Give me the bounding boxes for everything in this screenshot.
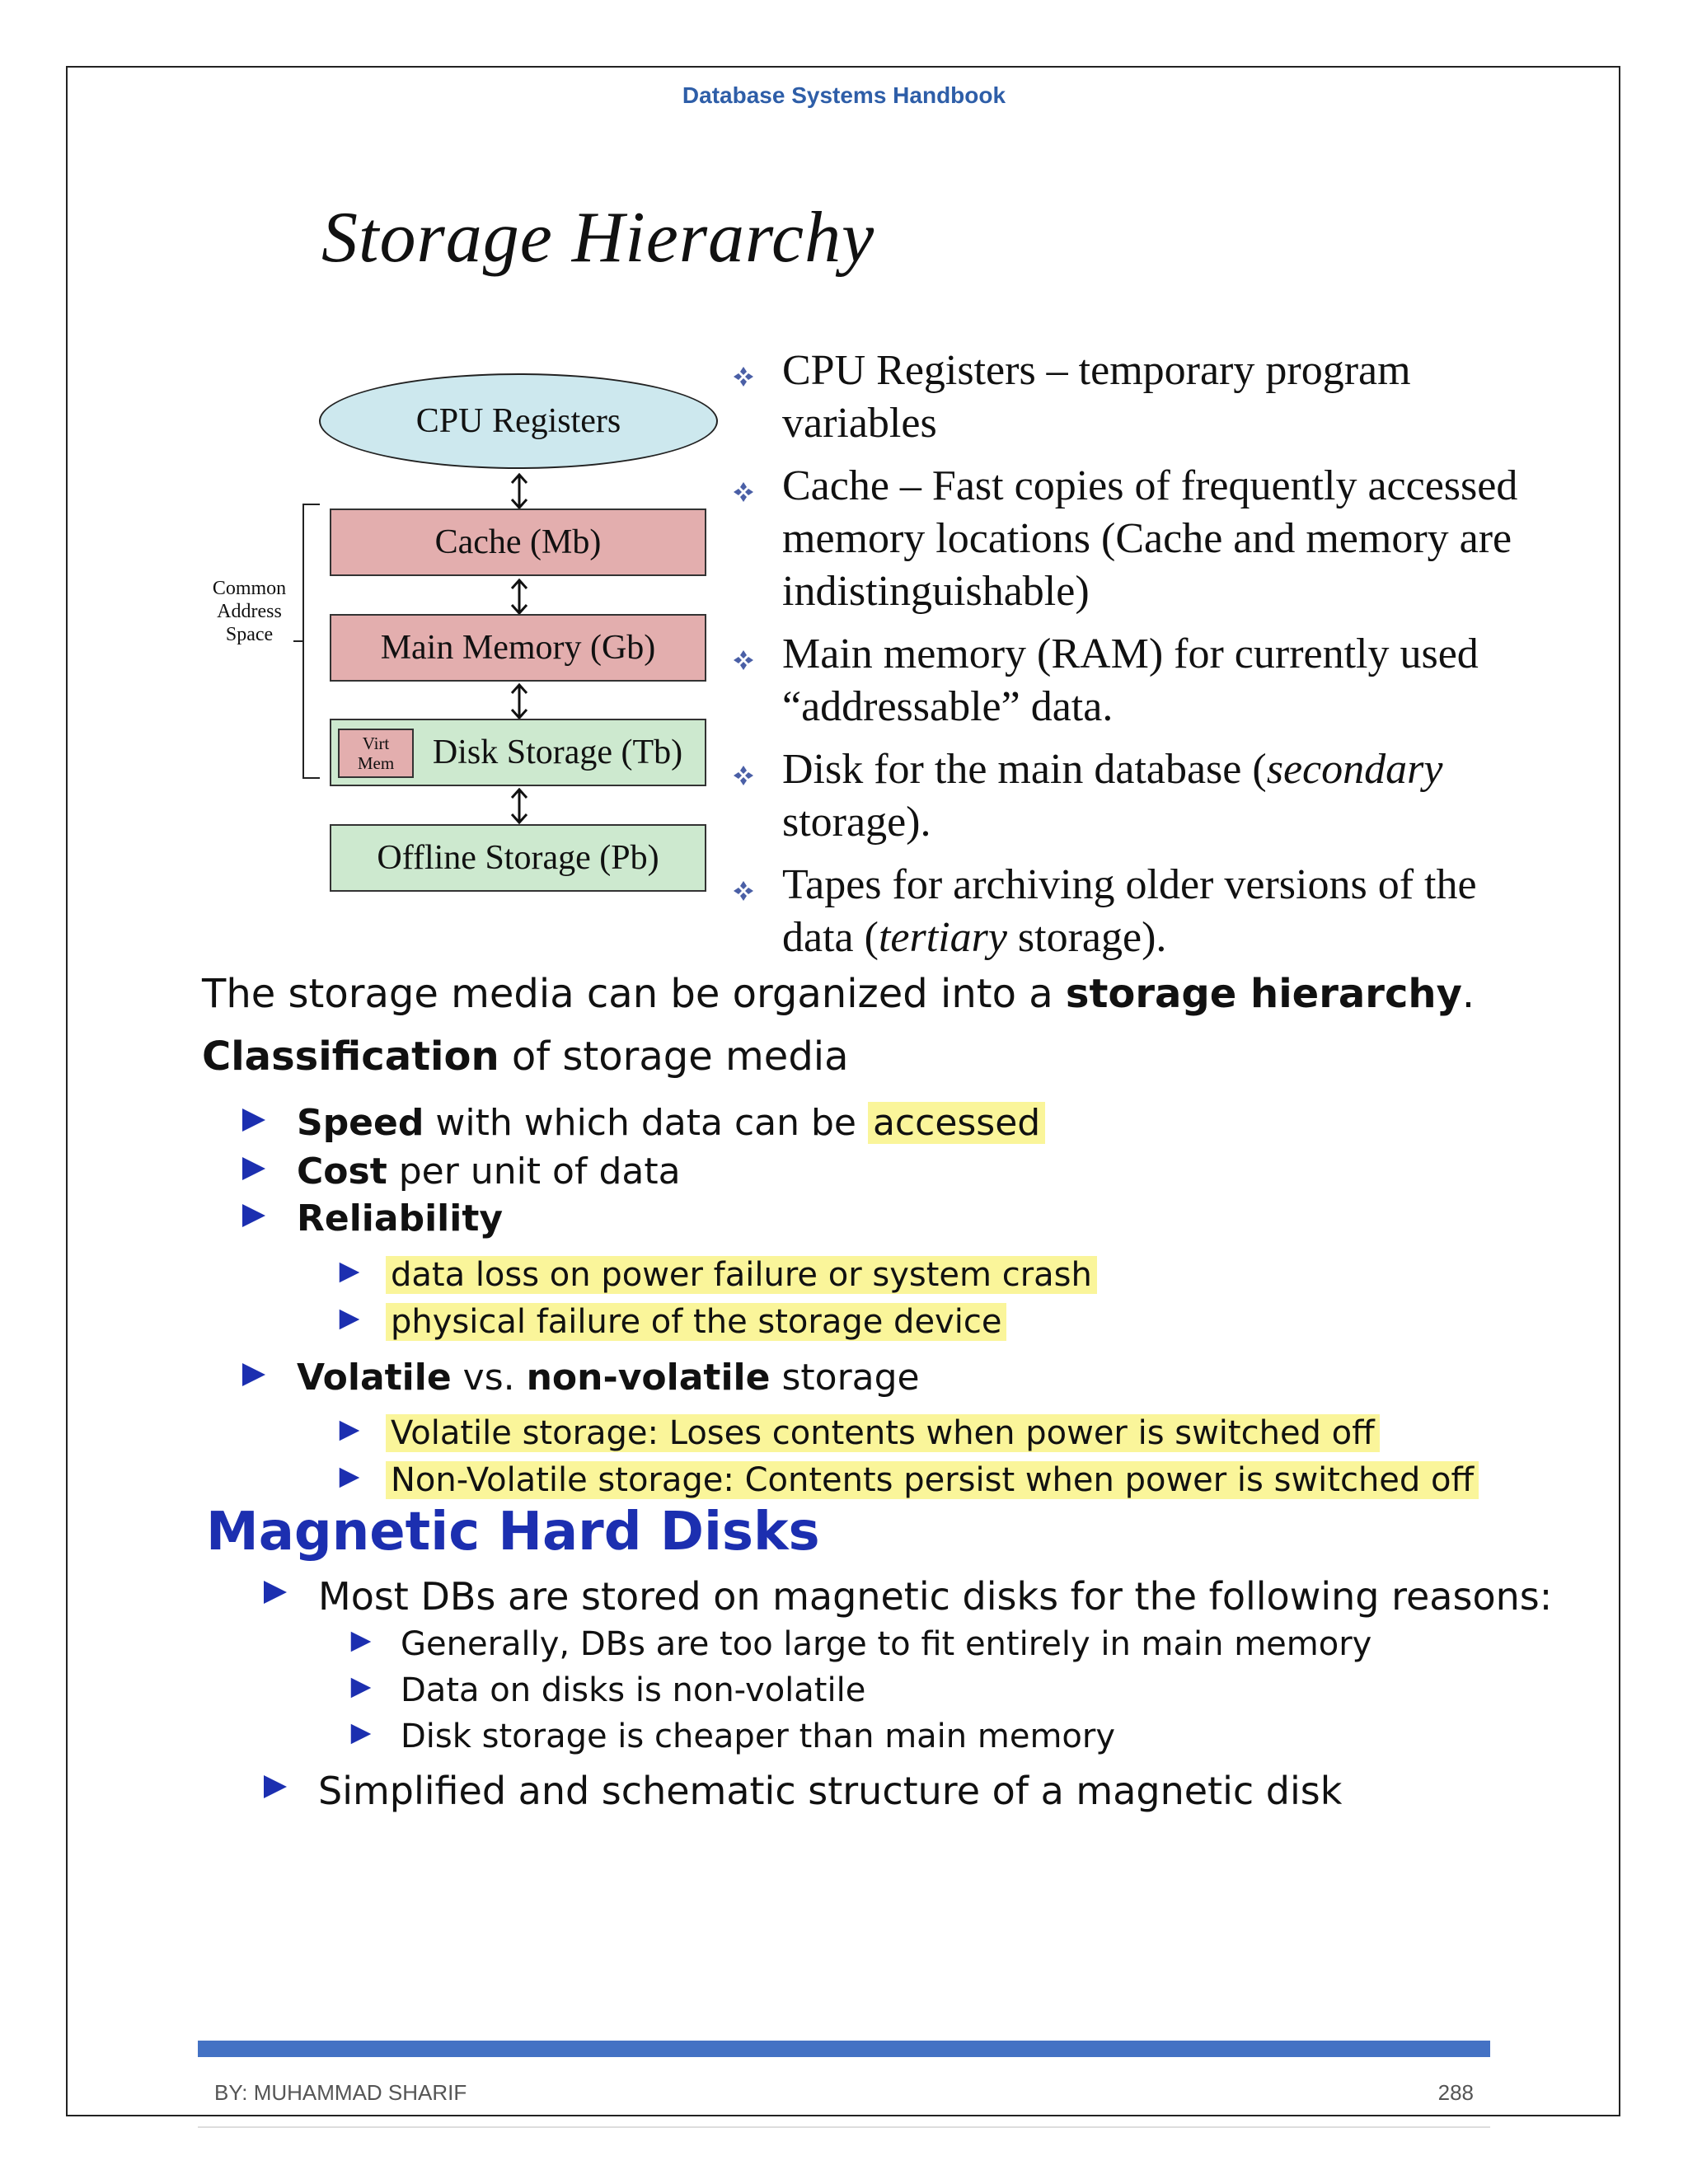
magnetic-sub-2-text: Data on disks is non-volatile: [401, 1671, 866, 1709]
triangle-bullet-icon: [338, 1419, 361, 1442]
bullet-disk-emphasis: secondary: [1266, 746, 1443, 793]
triangle-bullet-icon: [349, 1722, 373, 1746]
address-space-bracket: [290, 501, 323, 781]
intro-bold: storage hierarchy: [1065, 971, 1462, 1017]
magnetic-item-1-text: Most DBs are stored on magnetic disks for the following reasons:: [318, 1574, 1553, 1619]
bullet-cache-text: Cache – Fast copies of frequently accessed memory locations (Cache and memory are indistinguishable): [782, 462, 1518, 615]
intro-period: .: [1461, 971, 1475, 1017]
disk-storage-label: Disk Storage (Tb): [432, 733, 683, 771]
bullet-tapes-emphasis: tertiary: [878, 914, 1007, 961]
virt-mem-box: [338, 729, 414, 778]
offline-storage-node: [330, 824, 706, 892]
triangle-bullet-icon: [338, 1261, 361, 1284]
address-word: Address: [217, 601, 282, 622]
mem-label: Mem: [357, 753, 395, 773]
magnetic-sub-1-text: Generally, DBs are too large to fit entirely in main memory: [401, 1625, 1372, 1663]
cost-bold: Cost: [297, 1151, 387, 1193]
bullet-disk-text-post: storage).: [782, 799, 931, 846]
main-memory-node: [330, 614, 706, 682]
cost-rest: per unit of data: [387, 1151, 681, 1193]
double-arrow-icon: [509, 577, 529, 616]
footer-author: BY: MUHAMMAD SHARIF: [214, 2080, 467, 2105]
magnetic-disks-title: Magnetic Hard Disks: [206, 1502, 820, 1563]
intro-text: The storage media can be organized into a: [202, 971, 1066, 1017]
reliability-item-1-text: data loss on power failure or system crash: [386, 1256, 1097, 1294]
non-volatile-bold: non-volatile: [526, 1357, 771, 1399]
magnetic-item-2-text: Simplified and schematic structure of a magnetic disk: [318, 1769, 1343, 1813]
bullet-cache: [729, 460, 1554, 618]
double-arrow-icon: [509, 682, 529, 721]
classification-heading: [202, 1033, 849, 1080]
reliability-bold: Reliability: [297, 1197, 504, 1240]
double-arrow-icon: [509, 786, 529, 826]
magnetic-sub-3-text: Disk storage is cheaper than main memory: [401, 1718, 1115, 1755]
bullet-tapes-text-post: storage).: [1006, 914, 1167, 961]
diamond-bullet-icon: [731, 648, 756, 673]
speed-rest: with which data can be: [424, 1102, 868, 1144]
reliability-item-2-text: physical failure of the storage device: [386, 1303, 1006, 1341]
cpu-registers-node: [319, 373, 718, 469]
diamond-bullet-icon: [731, 879, 756, 903]
footer-page-number: 288: [1437, 2080, 1474, 2105]
vs-text: vs.: [451, 1357, 527, 1399]
bullet-tapes-text-pre: Tapes for archiving older versions of the data (: [782, 861, 1477, 961]
offline-storage-label: Offline Storage (Pb): [377, 839, 659, 877]
speed-highlight: accessed: [868, 1102, 1045, 1144]
triangle-bullet-icon: [349, 1630, 373, 1653]
volatility-item-1-text: Volatile storage: Loses contents when power is switched off: [386, 1414, 1380, 1452]
cpu-registers-label: CPU Registers: [415, 402, 621, 440]
triangle-bullet-icon: [241, 1202, 267, 1229]
triangle-bullet-icon: [262, 1579, 288, 1605]
bullet-main-memory-text: Main memory (RAM) for currently used “addressable” data.: [782, 630, 1479, 730]
volatile-bold: Volatile: [297, 1357, 452, 1399]
double-arrow-icon: [509, 471, 529, 511]
classification-bold: Classification: [202, 1033, 499, 1080]
triangle-bullet-icon: [338, 1308, 361, 1331]
footer-bar: [198, 2041, 1490, 2057]
cache-node: [330, 509, 706, 576]
bullet-cpu-text: CPU Registers – temporary program variables: [782, 347, 1411, 447]
classification-rest: of storage media: [499, 1033, 849, 1080]
triangle-bullet-icon: [241, 1361, 267, 1388]
space-word: Space: [225, 624, 274, 645]
triangle-bullet-icon: [241, 1107, 267, 1133]
intro-sentence: [202, 971, 1475, 1017]
bullet-cpu: [729, 344, 1554, 450]
common-word: Common: [212, 578, 287, 599]
bullet-disk: [729, 743, 1554, 849]
triangle-bullet-icon: [241, 1155, 267, 1182]
virt-label: Virt: [362, 733, 390, 753]
bullet-disk-text-pre: Disk for the main database (: [782, 746, 1267, 793]
cache-label: Cache (Mb): [434, 523, 602, 561]
diamond-bullet-icon: [731, 364, 756, 389]
page-header: Database Systems Handbook: [682, 82, 1006, 108]
triangle-bullet-icon: [349, 1676, 373, 1699]
hierarchy-bullet-list: [729, 344, 1554, 974]
bullet-main-memory: [729, 628, 1554, 733]
triangle-bullet-icon: [262, 1774, 288, 1800]
main-memory-label: Main Memory (Gb): [380, 629, 656, 667]
triangle-bullet-icon: [338, 1466, 361, 1489]
volatility-item-2-text: Non-Volatile storage: Contents persist when power is switched off: [386, 1461, 1479, 1499]
diamond-bullet-icon: [731, 480, 756, 504]
volatility-rest: storage: [770, 1357, 920, 1399]
bullet-tapes: [729, 859, 1554, 964]
footer-rule: [198, 2126, 1490, 2128]
slide-title: Storage Hierarchy: [321, 198, 875, 278]
diamond-bullet-icon: [731, 763, 756, 788]
speed-bold: Speed: [297, 1102, 424, 1144]
disk-storage-node: [330, 719, 706, 786]
common-address-space-label: [198, 577, 301, 646]
